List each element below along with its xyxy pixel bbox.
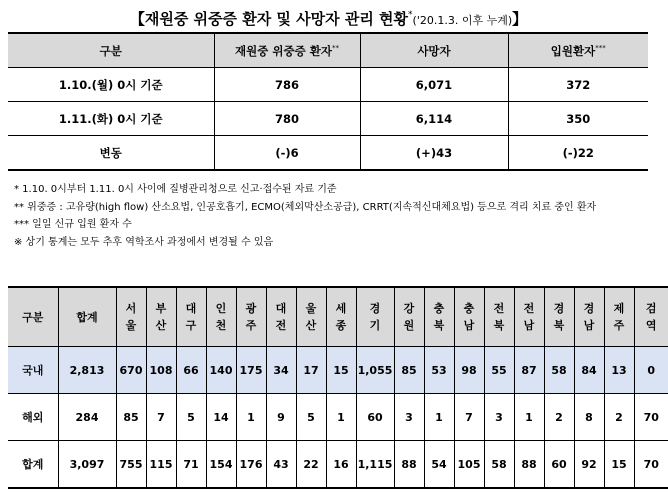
region-row-label: 국내 xyxy=(8,347,58,394)
region-cell: 85 xyxy=(394,347,424,394)
region-header-label: 광주 xyxy=(245,302,257,332)
summary-header-admitted-label: 입원환자 xyxy=(550,43,596,58)
summary-header-severe-label: 재원중 위중증 환자 xyxy=(235,43,332,58)
region-cell-total: 284 xyxy=(58,394,116,441)
region-cell: 58 xyxy=(544,347,574,394)
region-header-label: 합계 xyxy=(76,310,98,324)
region-header-label: 충남 xyxy=(463,302,475,332)
region-cell: 15 xyxy=(604,441,634,489)
region-header-cell xyxy=(326,287,356,347)
region-cell: 670 xyxy=(116,347,146,394)
region-header-category xyxy=(8,287,58,347)
footnote-item: * 1.10. 0시부터 1.11. 0시 사이에 질병관리청으로 신고·접수된 자료 기준 xyxy=(14,184,337,195)
region-cell: 15 xyxy=(326,347,356,394)
summary-header-severe-mark: ** xyxy=(331,43,339,52)
region-row-label: 해외 xyxy=(8,394,58,441)
region-cell: 84 xyxy=(574,347,604,394)
footnote-item: ** 위중증 : 고유량(high flow) 산소요법, 인공호흡기, ECMO(체외막산소공급), CRRT(지속적신대체요법) 등으로 격리 치료 중인 환자 xyxy=(14,201,597,213)
region-cell: 3 xyxy=(484,394,514,441)
region-cell-total: 3,097 xyxy=(58,441,116,489)
region-cell: 1 xyxy=(326,394,356,441)
region-row-domestic xyxy=(8,347,668,394)
region-cell: 60 xyxy=(544,441,574,489)
region-row-label: 합계 xyxy=(8,441,58,489)
region-header-cell xyxy=(424,287,454,347)
region-cell: 755 xyxy=(116,441,146,489)
summary-header-admitted xyxy=(508,33,648,68)
summary-row-label: 변동 xyxy=(8,136,214,171)
region-header-label: 인천 xyxy=(215,302,227,332)
region-cell: 17 xyxy=(296,347,326,394)
summary-cell-deaths: 6,071 xyxy=(360,68,508,102)
region-header-label: 전남 xyxy=(523,302,535,332)
summary-cell-deaths: 6,114 xyxy=(360,102,508,136)
region-cell: 1,055 xyxy=(356,347,394,394)
region-cell: 1,115 xyxy=(356,441,394,489)
region-cell: 140 xyxy=(206,347,236,394)
summary-row-jan10 xyxy=(8,68,648,102)
region-header-cell xyxy=(454,287,484,347)
region-header-cell xyxy=(544,287,574,347)
region-cell: 16 xyxy=(326,441,356,489)
region-cell: 14 xyxy=(206,394,236,441)
region-header-label: 충북 xyxy=(433,302,445,332)
region-header-cell xyxy=(394,287,424,347)
title-period-note: ('20.1.3. 이후 누계) xyxy=(412,14,513,27)
title-text: 【재원중 위중증 환자 및 사망자 관리 현황 xyxy=(129,10,409,28)
region-cell: 7 xyxy=(454,394,484,441)
region-cell: 70 xyxy=(634,394,668,441)
region-cell-total: 2,813 xyxy=(58,347,116,394)
region-header-label: 제주 xyxy=(613,302,625,332)
region-cell: 66 xyxy=(176,347,206,394)
region-cell: 71 xyxy=(176,441,206,489)
region-cell: 3 xyxy=(394,394,424,441)
summary-cell-severe: 786 xyxy=(214,68,360,102)
region-header-cell xyxy=(116,287,146,347)
summary-row-jan11 xyxy=(8,102,648,136)
region-header-label: 서울 xyxy=(125,302,137,332)
region-header-cell xyxy=(574,287,604,347)
region-cell: 58 xyxy=(484,441,514,489)
summary-cell-severe: (-)6 xyxy=(214,136,360,171)
region-header-label: 경기 xyxy=(369,302,381,332)
title-footnote-mark: * xyxy=(408,10,413,20)
region-cell: 0 xyxy=(634,347,668,394)
region-cell: 176 xyxy=(236,441,266,489)
page-title xyxy=(0,2,657,34)
region-row-total xyxy=(8,441,668,489)
summary-row-label: 1.11.(화) 0시 기준 xyxy=(8,102,214,136)
region-header-cell xyxy=(514,287,544,347)
region-cell: 87 xyxy=(514,347,544,394)
summary-row-change xyxy=(8,136,648,171)
summary-cell-severe: 780 xyxy=(214,102,360,136)
region-header-label: 전북 xyxy=(493,302,505,332)
region-header-row xyxy=(8,287,668,347)
region-cell: 88 xyxy=(514,441,544,489)
region-cell: 175 xyxy=(236,347,266,394)
region-header-label: 울산 xyxy=(305,302,317,332)
region-cell: 54 xyxy=(424,441,454,489)
region-cell: 115 xyxy=(146,441,176,489)
region-cell: 22 xyxy=(296,441,326,489)
region-cell: 5 xyxy=(296,394,326,441)
title-close-bracket: 】 xyxy=(512,10,528,28)
region-cell: 2 xyxy=(604,394,634,441)
summary-cell-admitted: 372 xyxy=(508,68,648,102)
region-cell: 55 xyxy=(484,347,514,394)
region-header-cell xyxy=(146,287,176,347)
footnote-item: ※ 상기 통계는 모두 추후 역학조사 과정에서 변경될 수 있음 xyxy=(14,236,274,248)
region-header-label: 구분 xyxy=(22,310,44,324)
region-cell: 85 xyxy=(116,394,146,441)
summary-cell-admitted: (-)22 xyxy=(508,136,648,171)
region-header-cell xyxy=(236,287,266,347)
region-cell: 43 xyxy=(266,441,296,489)
region-cell: 154 xyxy=(206,441,236,489)
region-header-label: 부산 xyxy=(155,302,167,332)
region-cell: 92 xyxy=(574,441,604,489)
region-row-overseas xyxy=(8,394,668,441)
region-cell: 8 xyxy=(574,394,604,441)
region-cell: 34 xyxy=(266,347,296,394)
region-header-cell xyxy=(176,287,206,347)
region-header-cell xyxy=(356,287,394,347)
region-cell: 13 xyxy=(604,347,634,394)
region-cell: 70 xyxy=(634,441,668,489)
summary-row-label: 1.10.(월) 0시 기준 xyxy=(8,68,214,102)
region-cell: 1 xyxy=(424,394,454,441)
region-cell: 5 xyxy=(176,394,206,441)
region-cell: 7 xyxy=(146,394,176,441)
severe-death-summary-table xyxy=(8,32,648,171)
region-header-label: 대전 xyxy=(275,302,287,332)
region-header-cell xyxy=(206,287,236,347)
region-header-label: 경남 xyxy=(583,302,595,332)
summary-header-severe xyxy=(214,33,360,68)
region-cell: 98 xyxy=(454,347,484,394)
region-cell: 88 xyxy=(394,441,424,489)
footnotes xyxy=(14,181,596,251)
region-cell: 60 xyxy=(356,394,394,441)
region-header-cell xyxy=(634,287,668,347)
region-cell: 53 xyxy=(424,347,454,394)
region-cell: 108 xyxy=(146,347,176,394)
region-header-cell xyxy=(484,287,514,347)
summary-header-category: 구분 xyxy=(8,33,214,68)
summary-cell-deaths: (+)43 xyxy=(360,136,508,171)
region-cell: 9 xyxy=(266,394,296,441)
region-cell: 1 xyxy=(514,394,544,441)
region-cell: 1 xyxy=(236,394,266,441)
region-header-total xyxy=(58,287,116,347)
summary-cell-admitted: 350 xyxy=(508,102,648,136)
region-header-label: 검역 xyxy=(645,302,657,332)
regional-cases-table xyxy=(8,286,668,489)
region-header-cell xyxy=(296,287,326,347)
region-header-label: 강원 xyxy=(403,302,415,332)
region-header-cell xyxy=(604,287,634,347)
region-header-label: 경북 xyxy=(553,302,565,332)
summary-header-admitted-mark: *** xyxy=(595,43,606,52)
summary-header-deaths: 사망자 xyxy=(360,33,508,68)
summary-header-row xyxy=(8,33,648,68)
region-header-label: 세종 xyxy=(335,302,347,332)
region-cell: 105 xyxy=(454,441,484,489)
region-cell: 2 xyxy=(544,394,574,441)
region-header-cell xyxy=(266,287,296,347)
region-header-label: 대구 xyxy=(185,302,197,332)
footnote-item: *** 일일 신규 입원 환자 수 xyxy=(14,219,132,230)
